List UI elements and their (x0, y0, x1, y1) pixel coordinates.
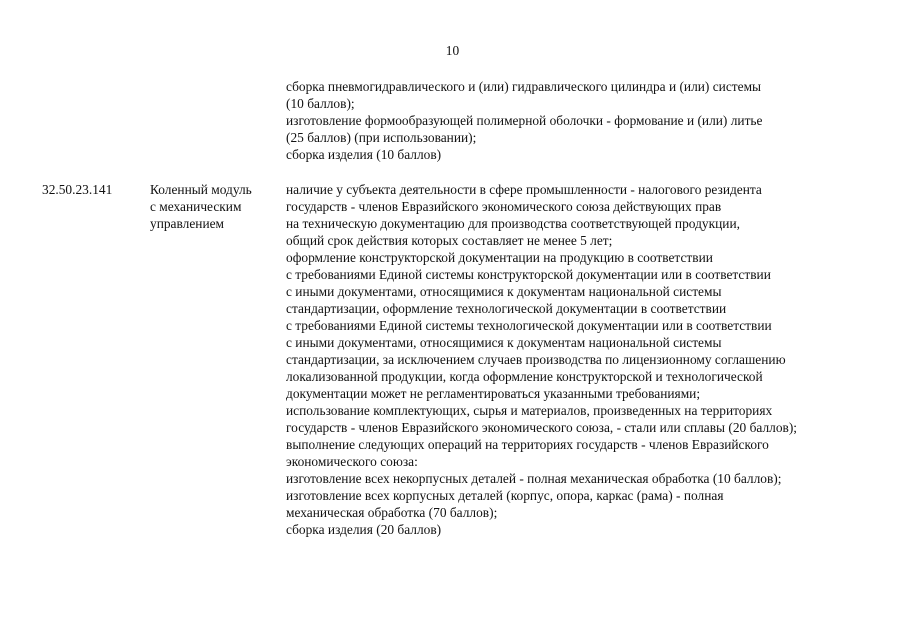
requirement-line: на техническую документацию для производства соответствующей продукции, (286, 216, 740, 231)
requirement-line: оформление конструкторской документации на продукцию в соответствии (286, 250, 713, 265)
product-name-line: с механическим (150, 199, 242, 214)
continuation-line: изготовление формообразующей полимерной оболочки - формование и (или) литье (286, 113, 763, 128)
requirement-line: с требованиями Единой системы конструкторской документации или в соответствии (286, 267, 771, 282)
requirement-line: использование комплектующих, сырья и материалов, произведенных на территориях (286, 403, 773, 418)
continuation-requirements (286, 78, 886, 163)
requirement-line: изготовление всех корпусных деталей (корпус, опора, каркас (рама) - полная (286, 488, 724, 503)
requirement-line: государств - членов Евразийского экономического союза действующих прав (286, 199, 722, 214)
product-name (150, 181, 280, 232)
requirement-line: наличие у субъекта деятельности в сфере промышленности - налогового резидента (286, 182, 762, 197)
product-code: 32.50.23.141 (42, 182, 113, 197)
requirement-line: механическая обработка (70 баллов); (286, 505, 498, 520)
requirement-line: документации может не регламентироваться указанными требованиями; (286, 386, 701, 401)
requirement-line: экономического союза: (286, 454, 418, 469)
continuation-line: (10 баллов); (286, 96, 355, 111)
requirement-line: с иными документами, относящимися к документам национальной системы (286, 335, 722, 350)
requirement-line: общий срок действия которых составляет не менее 5 лет; (286, 233, 613, 248)
requirement-line: сборка изделия (20 баллов) (286, 522, 442, 537)
product-requirements (286, 181, 886, 538)
continuation-line: (25 баллов) (при использовании); (286, 130, 477, 145)
requirement-line: стандартизации, за исключением случаев производства по лицензионному соглашению (286, 352, 786, 367)
requirement-line: локализованной продукции, когда оформление конструкторской и технологической (286, 369, 763, 384)
requirement-line: с требованиями Единой системы технологической документации или в соответствии (286, 318, 772, 333)
requirement-line: стандартизации, оформление технологической документации в соответствии (286, 301, 727, 316)
continuation-line: сборка изделия (10 баллов) (286, 147, 442, 162)
requirement-line: выполнение следующих операций на территориях государств - членов Евразийского (286, 437, 769, 452)
requirement-line: с иными документами, относящимися к документам национальной системы (286, 284, 722, 299)
requirement-line: изготовление всех некорпусных деталей - полная механическая обработка (10 баллов); (286, 471, 782, 486)
requirement-line: государств - членов Евразийского экономического союза, - стали или сплавы (20 баллов); (286, 420, 798, 435)
page-number: 10 (445, 43, 460, 58)
product-name-line: Коленный модуль (150, 182, 252, 197)
product-name-line: управлением (150, 216, 225, 231)
continuation-line: сборка пневмогидравлического и (или) гидравлического цилиндра и (или) системы (286, 79, 762, 94)
